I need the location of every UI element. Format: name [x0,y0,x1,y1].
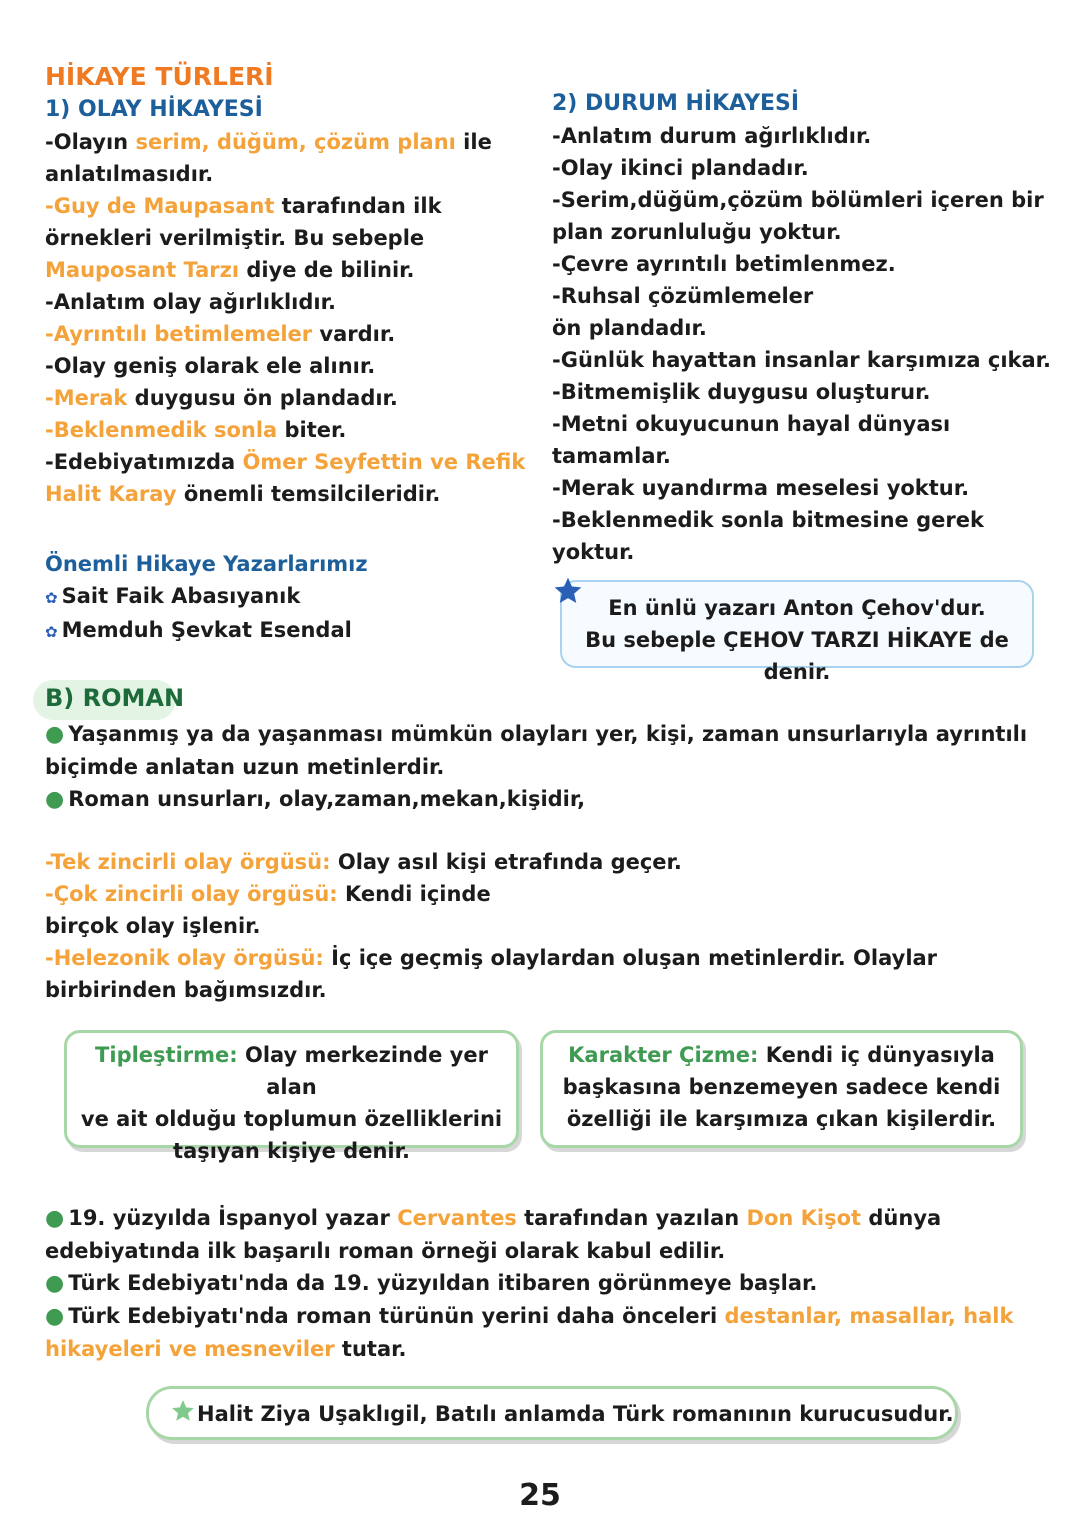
text-line: -Merak uyandırma meselesi yoktur. [552,476,970,500]
text-line: -Serim,düğüm,çözüm bölümleri içeren bir [552,188,1044,212]
note-line: Halit Ziya Uşaklıgil, Batılı anlamda Türk romanının kurucusudur. [197,1402,954,1426]
olay-hikayesi-section [45,60,545,510]
writer-item: ✿ Memduh Şevkat Esendal [45,618,352,642]
text-line: edebiyatında ilk başarılı roman örneği olarak kabul edilir. [45,1239,726,1263]
dot-bullet-icon: ● [45,722,65,747]
text-line: -Bitmemişlik duygusu oluşturur. [552,380,931,404]
writer-item: ✿ Sait Faik Abasıyanık [45,584,301,608]
text-line: -Beklenmedik sonla biter. [45,418,347,442]
text-line: -Guy de Maupasant tarafından ilk [45,194,442,218]
roman-heading: B) ROMAN [45,684,185,712]
text-line: ● Türk Edebiyatı'nda roman türünün yerini daha önceleri destanlar, masallar, halk [45,1304,1014,1329]
note-line: En ünlü yazarı Anton Çehov'dur. [608,596,986,620]
text-line: -Günlük hayattan insanlar karşımıza çıkar. [552,348,1052,372]
text-line: -Edebiyatımızda Ömer Seyfettin ve Refik [45,450,526,474]
dot-bullet-icon: ● [45,787,65,812]
text-line: örnekleri verilmiştir. Bu sebeple [45,226,425,250]
text-line: -Ayrıntılı betimlemeler vardır. [45,322,396,346]
text-line: -Helezonik olay örgüsü: İç içe geçmiş olaylardan oluşan metinlerdir. Olaylar [45,946,938,970]
dot-bullet-icon: ● [45,1304,65,1329]
text-line: plan zorunluluğu yoktur. [552,220,842,244]
halit-ziya-note-box [146,1386,958,1440]
durum-hikayesi-heading: 2) DURUM HİKAYESİ [552,91,800,116]
writers-heading: Önemli Hikaye Yazarlarımız [45,552,368,576]
tiplestirme-box [64,1030,519,1163]
text-line: -Çevre ayrıntılı betimlenmez. [552,252,896,276]
dot-bullet-icon: ● [45,1206,65,1231]
box-line: özelliği ile karşımıza çıkan kişilerdir. [566,1107,997,1131]
text-line: ● 19. yüzyılda İspanyol yazar Cervantes tarafından yazılan Don Kişot dünya [45,1206,942,1231]
star-icon [170,1398,196,1424]
olay-hikayesi-heading: 1) OLAY HİKAYESİ [45,97,263,122]
text-line: ● Türk Edebiyatı'nda da 19. yüzyıldan itibaren görünmeye başlar. [45,1271,818,1296]
text-line: ● Yaşanmış ya da yaşanması mümkün olayları yer, kişi, zaman unsurlarıyla ayrıntılı [45,722,1028,747]
text-line: hikayeleri ve mesneviler tutar. [45,1337,407,1361]
text-line: -Anlatım olay ağırlıklıdır. [45,290,336,314]
text-line: tamamlar. [552,444,671,468]
text-line: -Olay geniş olarak ele alınır. [45,354,376,378]
page-number: 25 [519,1478,561,1513]
karakter-cizme-box [540,1030,1023,1148]
text-line: ● Roman unsurları, olay,zaman,mekan,kişidir, [45,787,586,812]
box-line: Tipleştirme: Olay merkezinde yer alan [95,1043,488,1099]
text-line: -Tek zincirli olay örgüsü: Olay asıl kişi etrafında geçer. [45,850,682,874]
box-line: Karakter Çizme: Kendi iç dünyasıyla [568,1043,995,1067]
dot-bullet-icon: ● [45,1271,65,1296]
page-title: HİKAYE TÜRLERİ [45,62,274,91]
roman-definition [45,718,1055,816]
star-icon [552,575,584,607]
note-line: Bu sebeple ÇEHOV TARZI HİKAYE de denir. [585,628,1009,684]
text-line: -Anlatım durum ağırlıklıdır. [552,124,872,148]
flower-bullet-icon: ✿ [45,623,58,641]
text-line: Mauposant Tarzı diye de bilinir. [45,258,415,282]
text-line: -Metni okuyucunun hayal dünyası [552,412,951,436]
cehov-note-box [560,580,1034,684]
durum-hikayesi-section [552,88,1072,568]
text-line: -Ruhsal çözümlemeler [552,284,814,308]
box-line: ve ait olduğu toplumun özelliklerini [80,1107,503,1131]
text-line: anlatılmasıdır. [45,162,214,186]
text-line: biçimde anlatan uzun metinlerdir. [45,755,445,779]
text-line: -Olay ikinci plandadır. [552,156,809,180]
text-line: -Merak duygusu ön plandadır. [45,386,398,410]
flower-bullet-icon: ✿ [45,589,58,607]
text-line: -Olayın serim, düğüm, çözüm planı ile [45,130,492,154]
text-line: -Çok zincirli olay örgüsü: Kendi içinde [45,882,491,906]
text-line: birçok olay işlenir. [45,914,261,938]
text-line: ön plandadır. [552,316,707,340]
box-line: taşıyan kişiye denir. [173,1139,410,1163]
text-line: birbirinden bağımsızdır. [45,978,327,1002]
box-line: başkasına benzemeyen sadece kendi [562,1075,1001,1099]
text-line: -Beklenmedik sonla bitmesine gerek yoktur. [552,508,984,564]
olay-orgusu-section [45,846,1055,1006]
text-line: Halit Karay önemli temsilcileridir. [45,482,441,506]
roman-history-section [45,1202,1055,1365]
writers-section [45,548,525,648]
